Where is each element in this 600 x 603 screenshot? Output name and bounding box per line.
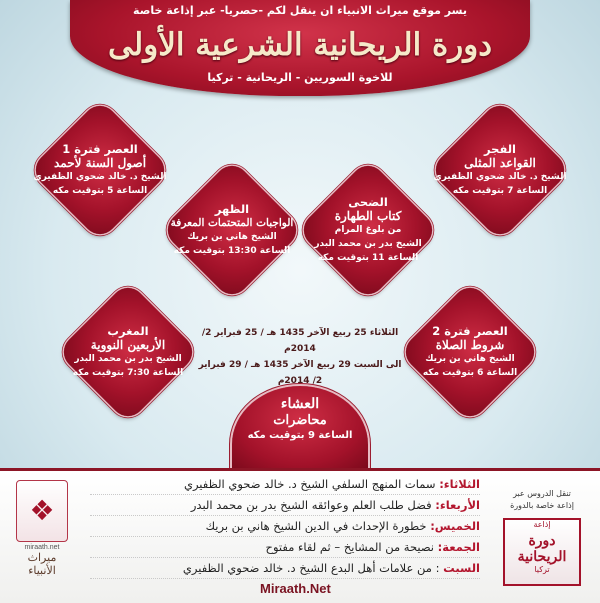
date-end: الى السبت 29 ربيع الآخر 1435 هـ / 29 فبراير 2/ 2014م: [198, 360, 402, 386]
radio-badge: [492, 488, 592, 586]
schedule-row: [90, 516, 480, 537]
schedule-text: سمات المنهج السلفي الشيخ د. خالد ضحوي الظفيري: [183, 477, 440, 491]
session-title: الواجبات المتحتمات المعرفة: [170, 217, 294, 229]
site-url[interactable]: Miraath.Net: [260, 581, 331, 596]
schedule-row: [90, 495, 480, 516]
card-title: دورة الريحانية: [517, 533, 567, 565]
header-banner: [70, 0, 530, 96]
session-time-label: العصر فترة 2: [432, 324, 508, 338]
card-bottom: تركيا: [534, 565, 550, 574]
session-sheikh: الشيخ د. خالد ضحوي الظفيري: [433, 172, 567, 182]
schedule-row: [90, 537, 480, 558]
schedule-text: فضل طلب العلم وعوائقه الشيخ بدر بن محمد البدر: [190, 498, 436, 512]
radio-card: [503, 518, 581, 586]
miraath-logo: [14, 480, 70, 580]
session-sheikh: الشيخ د. خالد ضحوي الظفيري: [33, 172, 167, 182]
session-time: الساعة 11 بتوقيت مكه: [317, 253, 419, 263]
schedule-text: خطورة الإحداث في الدين الشيخ هاني بن بريك: [205, 519, 431, 533]
schedule-row: [90, 558, 480, 579]
logo-arabic: ميراث الأنبياء: [27, 551, 57, 577]
session-asr-1: [30, 100, 170, 240]
schedule-text: نصيحة من المشايخ – ثم لقاء مفتوح: [265, 540, 438, 554]
logo-name: miraath.net: [24, 544, 60, 551]
session-title: أصول السنة لأحمد: [53, 156, 147, 170]
schedule-day: الأربعاء:: [435, 498, 480, 512]
session-asr-2: [400, 282, 540, 422]
session-sheikh: الشيخ هاني بن بريك: [425, 354, 515, 364]
session-time-label: الفجر: [484, 142, 516, 156]
isha-label: العشاء: [280, 396, 320, 412]
session-title: القواعد المثلى: [464, 156, 536, 170]
session-time-label: العصر فترة 1: [62, 142, 138, 156]
date-start: الثلاثاء 25 ربيع الآخر 1435 هـ / 25 فبراير 2/ 2014م: [201, 328, 399, 354]
schedule-row: [90, 474, 480, 495]
session-dhuhr: [162, 160, 302, 300]
session-time: الساعة 6 بتوقيت مكه: [422, 368, 518, 378]
session-title: كتاب الطهارة: [334, 209, 402, 223]
session-time: الساعة 13:30 بتوقيت مكه: [173, 246, 291, 256]
session-isha: [232, 386, 368, 468]
schedule-day: الثلاثاء:: [439, 477, 480, 491]
session-subtitle: من بلوغ المرام: [334, 225, 402, 235]
schedule-day: السبت: [443, 561, 480, 575]
lecture-schedule: [90, 474, 480, 579]
session-time: الساعة 7:30 بتوقيت مكه: [72, 368, 184, 378]
session-maghrib: [58, 282, 198, 422]
calligraphy-emblem-icon: ❖: [16, 480, 68, 542]
session-time-label: الضحى: [348, 195, 388, 209]
radio-note-1: تنقل الدروس عبر: [513, 489, 571, 498]
session-sheikh: الشيخ بدر بن محمد البدر: [314, 239, 422, 249]
session-fajr: [430, 100, 570, 240]
session-sheikh: الشيخ بدر بن محمد البدر: [74, 354, 182, 364]
course-dates: [195, 325, 405, 389]
schedule-text: : من علامات أهل البدع الشيخ د. خالد ضحوي الظفيري: [182, 561, 444, 575]
header-intro: يسر موقع ميراث الانبياء ان ينقل لكم -حصريا- عبر إذاعة خاصة: [133, 4, 467, 17]
course-subtitle: للاخوة السوريين - الريحانية - تركيا: [207, 71, 393, 84]
card-top: إذاعة: [533, 520, 551, 529]
isha-title: محاضرات: [273, 413, 327, 428]
isha-time: الساعة 9 بتوقيت مكه: [247, 430, 353, 441]
session-time-label: الظهر: [214, 202, 250, 216]
session-time: الساعة 7 بتوقيت مكه: [452, 186, 548, 196]
schedule-day: الخميس:: [430, 519, 480, 533]
session-title: شروط الصلاة: [435, 338, 505, 352]
session-title: الأربعين النووية: [90, 338, 166, 352]
session-time-label: المغرب: [107, 324, 149, 338]
session-sheikh: الشيخ هاني بن بريك: [187, 232, 277, 242]
schedule-day: الجمعة:: [437, 540, 480, 554]
session-time: الساعة 5 بتوقيت مكه: [52, 186, 148, 196]
session-duha: [298, 160, 438, 300]
radio-note-2: إذاعة خاصة بالدورة: [510, 501, 574, 510]
course-title: دورة الريحانية الشرعية الأولى: [107, 27, 493, 63]
